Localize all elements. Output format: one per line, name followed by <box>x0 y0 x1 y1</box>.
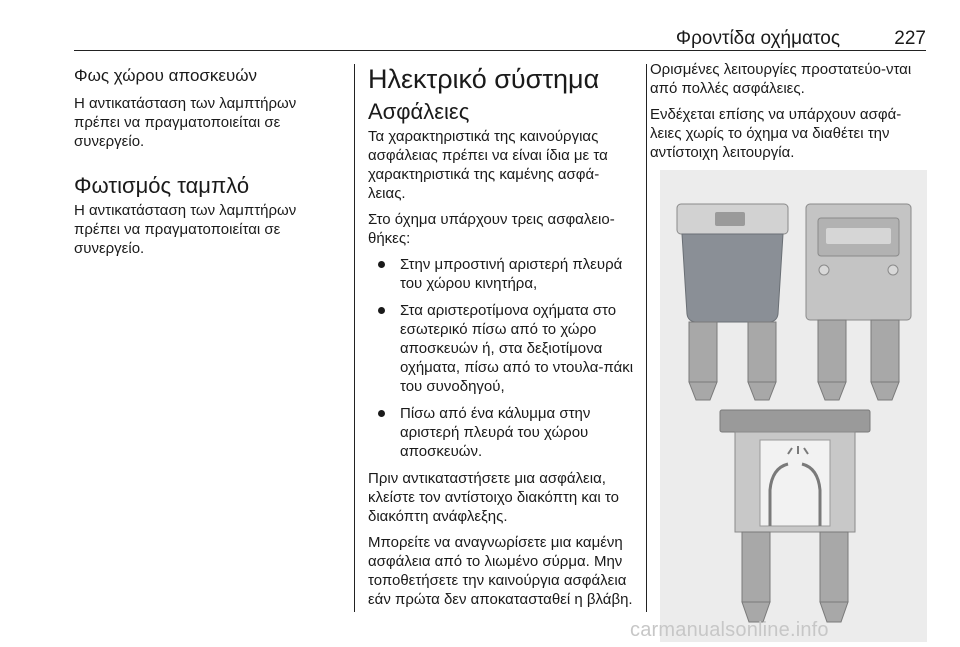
column-right <box>650 60 932 169</box>
heading-electrical-system: Ηλεκτρικό σύστημα <box>368 64 600 94</box>
para-before-replace: Πριν αντικαταστήσετε μια ασφάλεια, κλείστε τον αντίστοιχο διακόπτη και το διακόπτη ανάφλεξης. <box>368 470 619 525</box>
page-number: 227 <box>894 28 926 49</box>
header-title: Φροντίδα οχήματος <box>675 28 840 49</box>
page-header <box>74 24 926 52</box>
column-divider-1 <box>354 64 355 612</box>
para-fuse-spec: Τα χαρακτηριστικά της καινούργιας ασφάλειας πρέπει να είναι ίδια με τα χαρακτηριστικά της καμένης ασφά-λειας. <box>368 128 608 202</box>
fuse-box-list <box>368 255 634 461</box>
para-fuse-boxes: Στο όχημα υπάρχουν τρεις ασφαλειο-θήκες: <box>368 211 615 247</box>
list-item: Πίσω από ένα κάλυμμα στην αριστερή πλευρά του χώρου αποσκευών. <box>368 404 634 461</box>
list-item: Στην μπροστινή αριστερή πλευρά του χώρου κινητήρα, <box>368 255 634 293</box>
blown-fuse-view <box>720 410 870 622</box>
para-multi-fuses: Ορισμένες λειτουργίες προστατεύο-νται από πολλές ασφάλειες. <box>650 61 912 97</box>
para-spare-fuses: Ενδέχεται επίσης να υπάρχουν ασφά-λειες χωρίς το όχημα να διαθέτει την αντίστοιχη λειτουργία. <box>650 106 902 161</box>
heading-fuses: Ασφάλειες <box>368 99 470 124</box>
heading-dashboard-light: Φωτισμός ταμπλό <box>74 173 250 198</box>
fuse-side-view <box>677 204 788 400</box>
fuse-illustration <box>660 170 927 642</box>
list-item: Στα αριστεροτίμονα οχήματα στο εσωτερικό πίσω από το χώρο αποσκευών ή, στα δεξιοτίμονα οχήματα, πίσω από το ντουλα-πάκι του συνοδηγού, <box>368 301 634 396</box>
heading-trunk-light: Φως χώρου αποσκευών <box>74 66 258 85</box>
header-rule <box>74 50 926 51</box>
fuse-top-view <box>806 204 911 400</box>
fuse-figure-svg <box>660 170 927 642</box>
para-dashboard-light: Η αντικατάσταση των λαμπτήρων πρέπει να πραγματοποιείται σε συνεργείο. <box>74 202 297 257</box>
column-divider-2 <box>646 64 647 612</box>
column-left <box>74 60 342 265</box>
para-trunk-light: Η αντικατάσταση των λαμπτήρων πρέπει να πραγματοποιείται σε συνεργείο. <box>74 95 297 150</box>
watermark: carmanualsonline.info <box>630 619 829 641</box>
para-blown-fuse: Μπορείτε να αναγνωρίσετε μια καμένη ασφάλεια από το λιωμένο σύρμα. Μην τοποθετήσετε την καινούργια ασφάλεια εάν πρώτα δεν αποκατασταθεί η βλάβη. <box>368 534 633 608</box>
column-middle <box>368 60 634 616</box>
